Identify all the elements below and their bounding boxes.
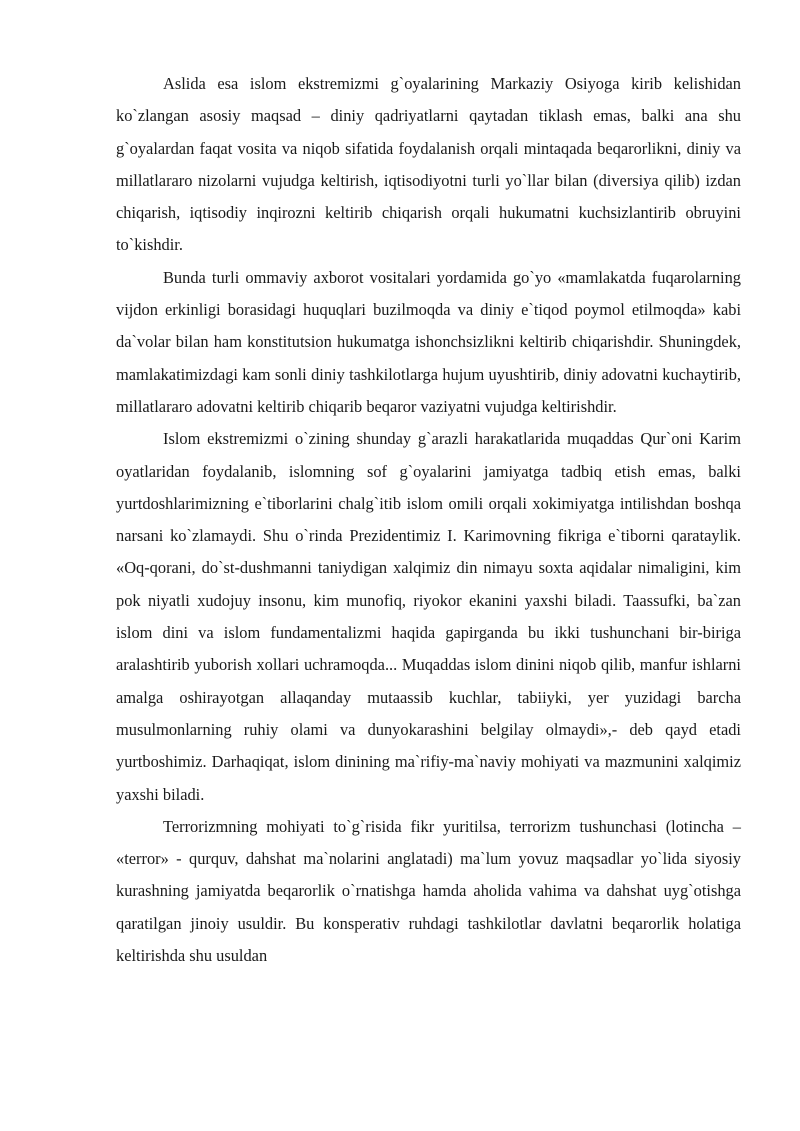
paragraph-1: Aslida esa islom ekstremizmi g`oyalarining Markaziy Osiyoga kirib kelishidan ko`zlangan asosiy maqsad – diniy qadriyatlarni qaytadan tiklash emas, balki ana shu g`oyalardan faqat vosita va niqob sifatida foydalanish orqali mintaqada beqarorlikni, diniy va millatlararo nizolarni vujudga keltirish, iqtisodiyotni turli yo`llar bilan (diversiya qilib) izdan chiqarish, iqtisodiy inqirozni keltirib chiqarish orqali hukumatni kuchsizlantirib obruyini to`kishdir.	[116, 74, 741, 255]
paragraph-3: Islom ekstremizmi o`zining shunday g`arazli harakatlarida muqaddas Qur`oni Karim oyatlaridan foydalanib, islomning sof g`oyalarini jamiyatga tadbiq etish emas, balki yurtdoshlarimizning e`tiborlarini chalg`itib islom omili orqali xokimiyatga intilishdan boshqa narsani ko`zlamaydi. Shu o`rinda Prezidentimiz I. Karimovning fikriga e`tiborni qarataylik. «Oq-qorani, do`st-dushmanni taniydigan xalqimiz din nimayu soxta aqidalar nimaligini, kim pok niyatli xudojuy insonu, kim munofiq, riyokor ekanini yaxshi biladi. Taassufki, ba`zan islom dini va islom fundamentalizmi haqida gapirganda bu ikki tushunchani bir-biriga aralashtirib yuborish xollari uchramoqda... Muqaddas islom dinini niqob qilib, manfur ishlarni amalga oshirayotgan allaqanday mutaassib kuchlar, tabiiyki, yer yuzidagi barcha musulmonlarning ruhiy olami va dunyokarashini belgilay olmaydi»,- deb qayd etadi yurtboshimiz. Darhaqiqat, islom dinining ma`rifiy-ma`naviy mohiyati va mazmunini xalqimiz yaxshi biladi.	[116, 429, 741, 804]
paragraph-4: Terrorizmning mohiyati to`g`risida fikr yuritilsa, terrorizm tushunchasi (lotincha – «terror» - qurquv, dahshat ma`nolarini anglatadi) ma`lum yovuz maqsadlar yo`lida siyosiy kurashning jamiyatda beqarorlik o`rnatishga hamda aholida vahima va dahshat uyg`otishga qaratilgan jinoiy usuldir. Bu konsperativ ruhdagi tashkilotlar davlatni beqarorlik holatiga keltirishda shu usuldan	[116, 816, 741, 966]
document-body	[116, 68, 741, 972]
paragraph-2: Bunda turli ommaviy axborot vositalari yordamida go`yo «mamlakatda fuqarolarning vijdon erkinligi borasidagi huquqlari buzilmoqda va diniy e`tiqod poymol etilmoqda» kabi da`volar bilan ham konstitutsion hukumatga ishonchsizlikni keltirib chiqarishdir. Shuningdek, mamlakatimizdagi kam sonli diniy tashkilotlarga hujum uyushtirib, diniy adovatni kuchaytirib, millatlararo adovatni keltirib chiqarib beqaror vaziyatni vujudga keltirishdir.	[116, 267, 741, 416]
